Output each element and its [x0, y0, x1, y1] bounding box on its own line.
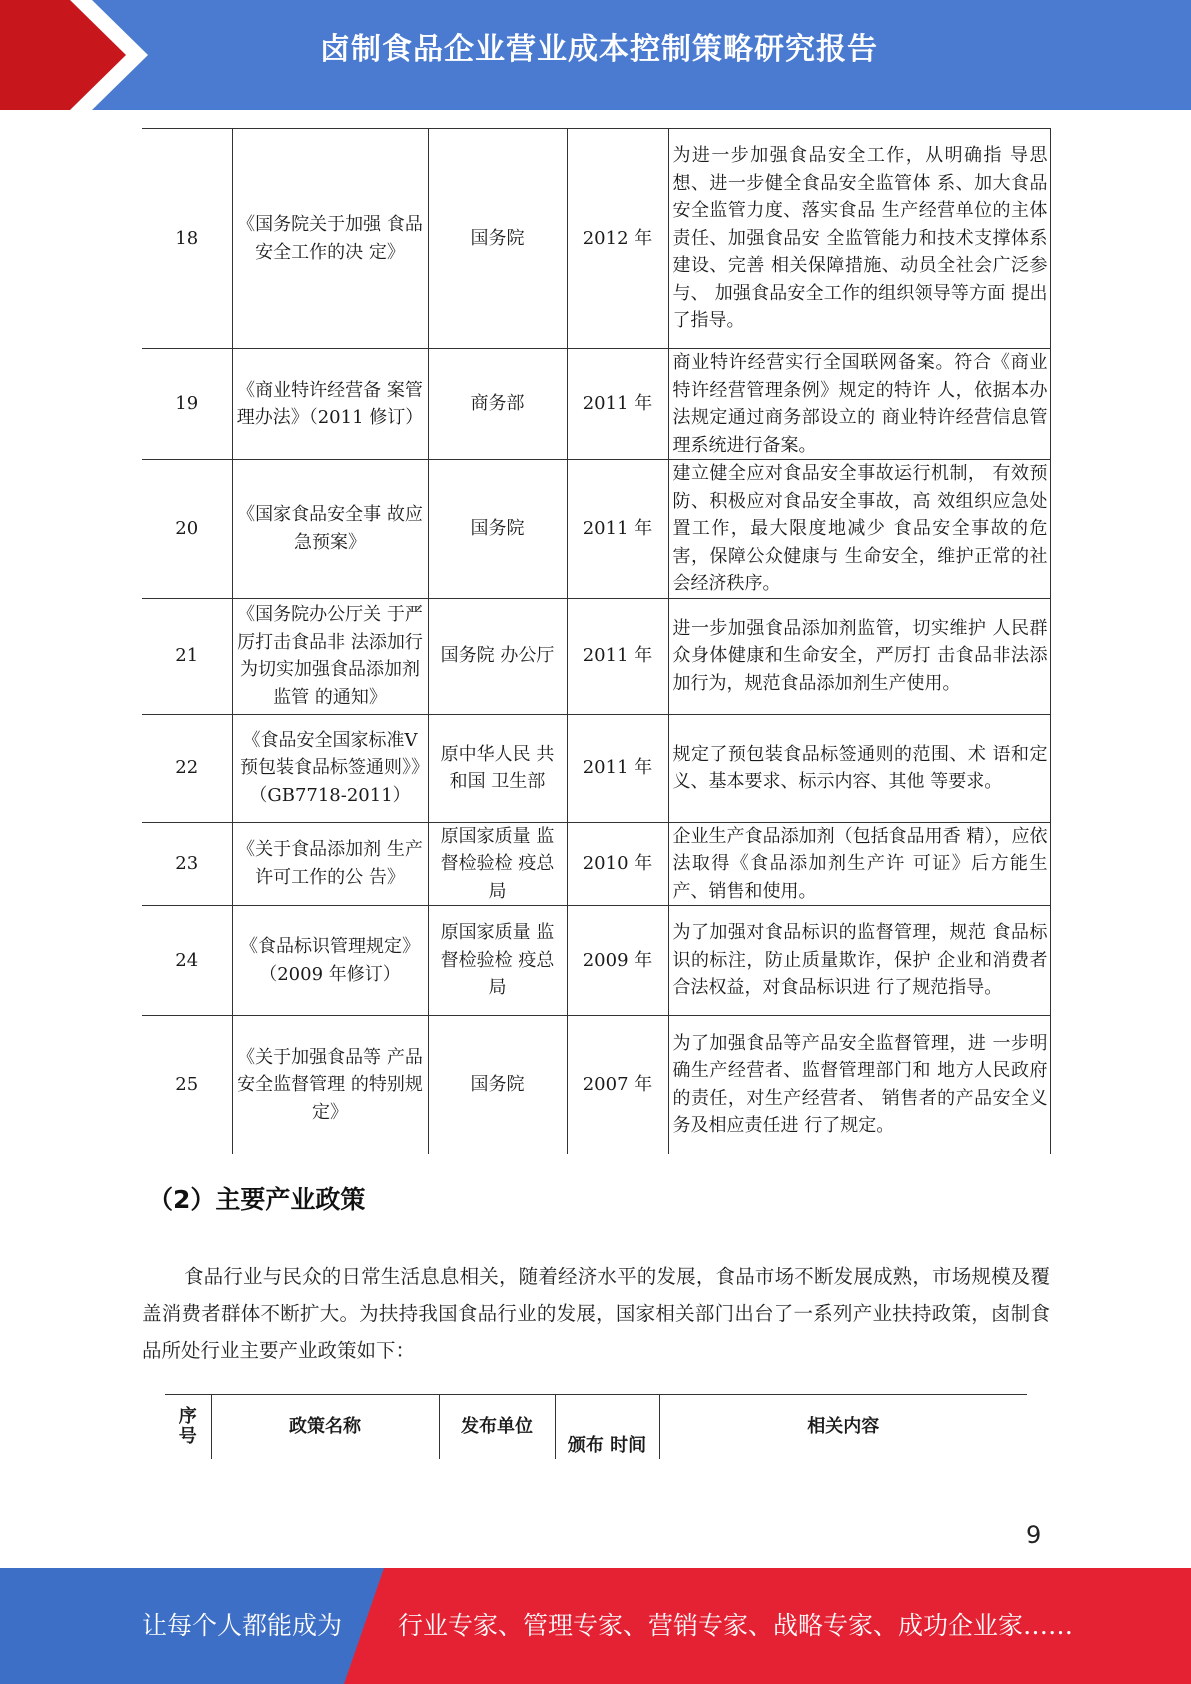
table-row — [142, 1016, 1050, 1154]
regulation-content: 为进一步加强食品安全工作，从明确指 导思想、进一步健全食品安全监管体 系、加大食品安全监管力度、落实食品 生产经营单位的主体责任、加强食品安 全监管能力和技术支撑体系建设、完善 相关保障措施、动员全社会广泛参与、 加强食品安全工作的组织领导等方面 提出了指导。 — [668, 129, 1050, 349]
issue-year: 2011 年 — [567, 460, 668, 599]
issuing-body: 国务院 — [428, 1016, 567, 1154]
policy-table — [165, 1394, 1027, 1459]
issuing-body: 国务院 — [428, 129, 567, 349]
row-number: 23 — [142, 822, 232, 906]
row-number: 24 — [142, 906, 232, 1016]
table-row — [142, 822, 1050, 906]
row-number: 19 — [142, 349, 232, 460]
issuing-body: 国务院 — [428, 460, 567, 599]
regulation-name: 《国务院关于加强 食品安全工作的决 定》 — [232, 129, 428, 349]
col-header-no — [165, 1395, 211, 1460]
col-header-name: 政策名称 — [211, 1395, 439, 1460]
issue-year: 2011 年 — [567, 349, 668, 460]
page-number: 9 — [1026, 1521, 1042, 1549]
regulation-content: 规定了预包装食品标签通则的范围、术 语和定义、基本要求、标示内容、其他 等要求。 — [668, 714, 1050, 822]
regulation-name: 《国务院办公厅关 于严厉打击食品非 法添加行为切实加强食品添加剂监管 的通知》 — [232, 598, 428, 714]
regulation-content: 为了加强对食品标识的监督管理，规范 食品标识的标注，防止质量欺诈，保护 企业和消费者合法权益，对食品标识进 行了规范指导。 — [668, 906, 1050, 1016]
row-number: 25 — [142, 1016, 232, 1154]
table-row — [142, 129, 1050, 349]
row-number: 18 — [142, 129, 232, 349]
issue-year: 2007 年 — [567, 1016, 668, 1154]
table-row — [142, 906, 1050, 1016]
table-row — [142, 714, 1050, 822]
regulation-name: 《食品标识管理规定》（2009 年修订） — [232, 906, 428, 1016]
report-title: 卤制食品企业营业成本控制策略研究报告 — [320, 32, 878, 67]
table-row — [142, 598, 1050, 714]
issue-year: 2010 年 — [567, 822, 668, 906]
footer-slogan-right: 行业专家、管理专家、营销专家、战略专家、成功企业家…… — [398, 1611, 1074, 1640]
row-number: 21 — [142, 598, 232, 714]
regulation-name: 《关于食品添加剂 生产许可工作的公 告》 — [232, 822, 428, 906]
regulation-content: 商业特许经营实行全国联网备案。符合《商业特许经营管理条例》规定的特许 人，依据本办法规定通过商务部设立的 商业特许经营信息管理系统进行备案。 — [668, 349, 1050, 460]
regulations-table — [142, 128, 1051, 1154]
issue-year: 2011 年 — [567, 714, 668, 822]
issuing-body: 原中华人民 共和国 卫生部 — [428, 714, 567, 822]
col-header-content: 相关内容 — [659, 1395, 1027, 1460]
header-chevron-shape — [0, 0, 160, 110]
policy-table-header-row — [165, 1395, 1027, 1460]
issue-year: 2009 年 — [567, 906, 668, 1016]
table-row — [142, 460, 1050, 599]
col-header-no-text: 序号 — [178, 1406, 197, 1447]
regulation-content: 企业生产食品添加剂（包括食品用香 精），应依法取得《食品添加剂生产许 可证》后方能生产、销售和使用。 — [668, 822, 1050, 906]
regulation-name: 《关于加强食品等 产品安全监督管理 的特别规定》 — [232, 1016, 428, 1154]
table-row — [142, 349, 1050, 460]
col-header-issuer: 发布单位 — [439, 1395, 555, 1460]
row-number: 20 — [142, 460, 232, 599]
issuing-body: 原国家质量 监督检验检 疫总局 — [428, 906, 567, 1016]
regulation-content: 建立健全应对食品安全事故运行机制， 有效预防、积极应对食品安全事故，高 效组织应急处置工作，最大限度地减少 食品安全事故的危害，保障公众健康与 生命安全，维护正常的社会经济秩序。 — [668, 460, 1050, 599]
regulation-content: 为了加强食品等产品安全监督管理，进 一步明确生产经营者、监督管理部门和 地方人民政府的责任，对生产经营者、 销售者的产品安全义务及相应责任进 行了规定。 — [668, 1016, 1050, 1154]
issue-year: 2012 年 — [567, 129, 668, 349]
regulation-name: 《国家食品安全事 故应急预案》 — [232, 460, 428, 599]
section-paragraph: 食品行业与民众的日常生活息息相关，随着经济水平的发展，食品市场不断发展成熟，市场规模及覆盖消费者群体不断扩大。为扶持我国食品行业的发展，国家相关部门出台了一系列产业扶持政策，卤制食品所处行业主要产业政策如下： — [142, 1265, 1050, 1362]
col-header-time: 颁布 时间 — [555, 1395, 659, 1460]
issuing-body: 原国家质量 监督检验检 疫总局 — [428, 822, 567, 906]
page-header — [0, 0, 1191, 110]
issue-year: 2011 年 — [567, 598, 668, 714]
regulation-name: 《食品安全国家标准Ⅴ预包装食品标签通则》》（GB7718-2011） — [232, 714, 428, 822]
regulation-content: 进一步加强食品添加剂监管，切实维护 人民群众身体健康和生命安全，严厉打 击食品非法添加行为，规范食品添加剂生产使用。 — [668, 598, 1050, 714]
regulation-name: 《商业特许经营备 案管理办法》（2011 修订） — [232, 349, 428, 460]
page-footer — [0, 1568, 1191, 1684]
section-heading: （2）主要产业政策 — [148, 1185, 366, 1214]
row-number: 22 — [142, 714, 232, 822]
issuing-body: 国务院 办公厅 — [428, 598, 567, 714]
issuing-body: 商务部 — [428, 349, 567, 460]
footer-slogan-left: 让每个人都能成为 — [142, 1611, 343, 1640]
